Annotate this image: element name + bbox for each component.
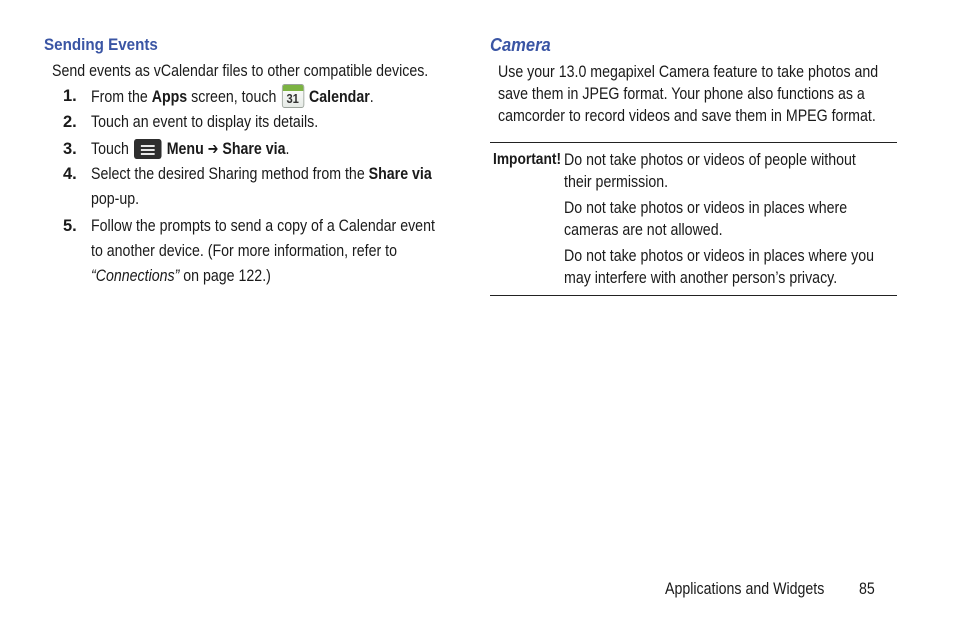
text-line: Use your 13.0 megapixel Camera feature to take photos and [498, 63, 879, 81]
step-2 [44, 110, 464, 135]
share-via-label: Share via [368, 165, 432, 183]
important-paragraph [564, 245, 904, 289]
step-text: to another device. (For more information, refer to [91, 242, 398, 260]
section-heading-sending-events: Sending Events [44, 36, 158, 54]
step-text: Follow the prompts to send a copy of a Calendar event [91, 217, 435, 235]
step-text: From the [91, 88, 152, 106]
important-note-box [490, 142, 897, 296]
text-line: may interfere with another person’s privacy. [564, 269, 838, 287]
intro-text: Send events as vCalendar files to other compatible devices. [52, 62, 429, 80]
step-text: pop-up. [91, 190, 140, 208]
footer-section-title: Applications and Widgets [665, 580, 825, 598]
step-text: . [285, 140, 290, 158]
calendar-icon-day: 31 [286, 91, 299, 106]
text-line: save them in JPEG format. Your phone also functions as a [498, 85, 865, 103]
right-column [490, 33, 900, 127]
step-5 [44, 214, 464, 289]
step-text: screen, touch [187, 88, 277, 106]
step-text: Touch [91, 140, 129, 158]
step-4 [44, 162, 464, 212]
step-text: . [369, 88, 374, 106]
menu-icon [134, 139, 162, 159]
text-line: Do not take photos or videos of people without [564, 151, 856, 169]
text-line: cameras are not allowed. [564, 221, 723, 239]
apps-label: Apps [151, 88, 188, 106]
menu-label: Menu [166, 140, 204, 158]
important-label: Important! [493, 151, 562, 168]
important-body [564, 149, 904, 293]
step-text: Select the desired Sharing method from the [91, 165, 369, 183]
step-number: 1. [63, 87, 77, 105]
text-line: Do not take photos or videos in places where you [564, 247, 875, 265]
camera-description [498, 61, 900, 127]
step-text: Touch an event to display its details. [91, 113, 319, 131]
step-number: 5. [63, 217, 77, 235]
share-via-label: Share via [222, 140, 286, 158]
important-paragraph [564, 197, 904, 241]
step-number: 4. [63, 165, 77, 183]
step-1 [44, 84, 464, 110]
step-number: 3. [63, 140, 77, 158]
calendar-icon [281, 84, 303, 108]
text-line: camcorder to record videos and save them in MPEG format. [498, 107, 876, 125]
connections-link[interactable]: “Connections” [91, 267, 180, 285]
step-text: on page 122.) [179, 267, 271, 285]
important-paragraph [564, 149, 904, 193]
arrow-glyph: ➔ [203, 140, 223, 158]
footer-page-number: 85 [859, 580, 875, 598]
section-heading-camera: Camera [490, 35, 551, 55]
left-column [44, 33, 464, 289]
step-number: 2. [63, 113, 77, 131]
step-3 [44, 137, 464, 162]
calendar-label: Calendar [309, 88, 370, 106]
steps-list [44, 84, 464, 289]
text-line: Do not take photos or videos in places where [564, 199, 848, 217]
text-line: their permission. [564, 173, 669, 191]
